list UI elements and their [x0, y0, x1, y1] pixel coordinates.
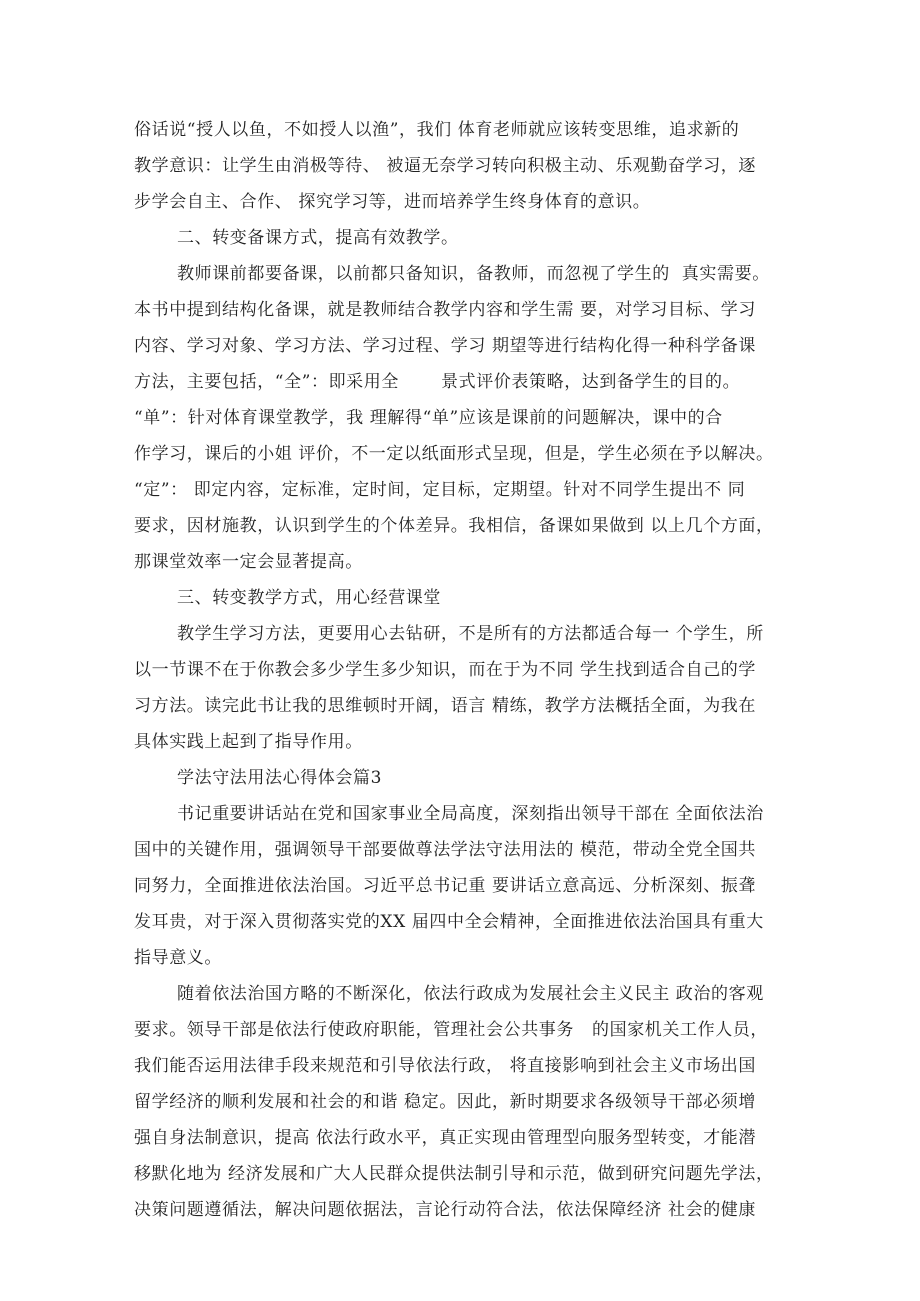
- text-line: 留学经济的顺利发展和社会的和谐 稳定。因此，新时期要求各级领导干部必须增: [134, 1092, 757, 1112]
- text-line: 二、转变备课方式，提高有效教学。: [177, 228, 459, 248]
- text-line: 书记重要讲话站在党和国家事业全局高度，深刻指出领导干部在 全面依法治: [177, 804, 764, 824]
- text-line: 国中的关键作用，强调领导干部要做尊法学法守法用法的 模范，带动全党全国共: [134, 840, 757, 860]
- text-line: 以一节课不在于你教会多少学生多少知识，而在于为不同 学生找到适合自己的学: [134, 660, 757, 680]
- text-line: 我们能否运用法律手段来规范和引导依法行政， 将直接影响到社会主义市场出国: [134, 1056, 757, 1076]
- text-line: 教学意识：让学生由消极等待、 被逼无奈学习转向积极主动、乐观勤奋学习，逐: [134, 156, 757, 176]
- text-line: 同努力，全面推进依法治国。习近平总书记重 要讲话立意高远、分析深刻、振聋: [134, 876, 757, 896]
- text-line: 那课堂效率一定会显著提高。: [134, 552, 363, 572]
- text-line: 发耳贵，对于深入贯彻落实党的XX 届四中全会精神，全面推进依法治国具有重大: [134, 912, 764, 932]
- text-line: 决策问题遵循法，解决问题依据法，言论行动符合法，依法保障经济 社会的健康: [134, 1200, 757, 1220]
- text-line: “单”：针对体育课堂教学，我 理解得“单”应该是课前的问题解决，课中的合: [134, 408, 723, 428]
- text-line: 俗话说“授人以鱼，不如授人以渔”，我们 体育老师就应该转变思维，追求新的: [134, 120, 740, 140]
- text-line: 移默化地为 经济发展和广大人民群众提供法制引导和示范，做到研究问题先学法，: [134, 1164, 774, 1184]
- text-line: 教师课前都要备课，以前都只备知识，备教师，而忽视了学生的 真实需要。: [177, 264, 770, 284]
- text-line: 方法，主要包括，“全”：即采用全 景式评价表策略，达到备学生的目的。: [134, 372, 741, 392]
- text-line: 作学习，课后的小姐 评价，不一定以纸面形式呈现，但是，学生必须在予以解决。: [134, 444, 774, 464]
- text-line: 要求，因材施教，认识到学生的个体差异。我相信，备课如果做到 以上几个方面，: [134, 516, 774, 536]
- text-line: 强自身法制意识，提高 依法行政水平，真正实现由管理型向服务型转变，才能潜: [134, 1128, 757, 1148]
- text-line: 指导意义。: [134, 948, 222, 968]
- text-line: 本书中提到结构化备课，就是教师结合教学内容和学生需 要，对学习目标、学习: [134, 300, 757, 320]
- text-line: 具体实践上起到了指导作用。: [134, 732, 363, 752]
- text-line: 三、转变教学方式，用心经营课堂: [177, 588, 441, 608]
- text-line: 内容、学习对象、学习方法、学习过程、学习 期望等进行结构化得一种科学备课: [134, 336, 757, 356]
- text-line: 随着依法治国方略的不断深化，依法行政成为发展社会主义民主 政治的客观: [177, 984, 764, 1004]
- text-line: 学法守法用法心得体会篇3: [177, 768, 383, 788]
- text-line: 习方法。读完此书让我的思维顿时开阔，语言 精练，教学方法概括全面，为我在: [134, 696, 757, 716]
- text-line: 要求。领导干部是依法行使政府职能，管理社会公共事务 的国家机关工作人员，: [134, 1020, 769, 1040]
- text-line: 步学会自主、合作、 探究学习等，进而培养学生终身体育的意识。: [134, 192, 651, 212]
- document-body: [134, 112, 798, 1228]
- text-line: “定”： 即定内容，定标准，定时间，定目标，定期望。针对不同学生提出不 同: [134, 480, 746, 500]
- text-line: 教学生学习方法，更要用心去钻研，不是所有的方法都适合每一 个学生，所: [177, 624, 764, 644]
